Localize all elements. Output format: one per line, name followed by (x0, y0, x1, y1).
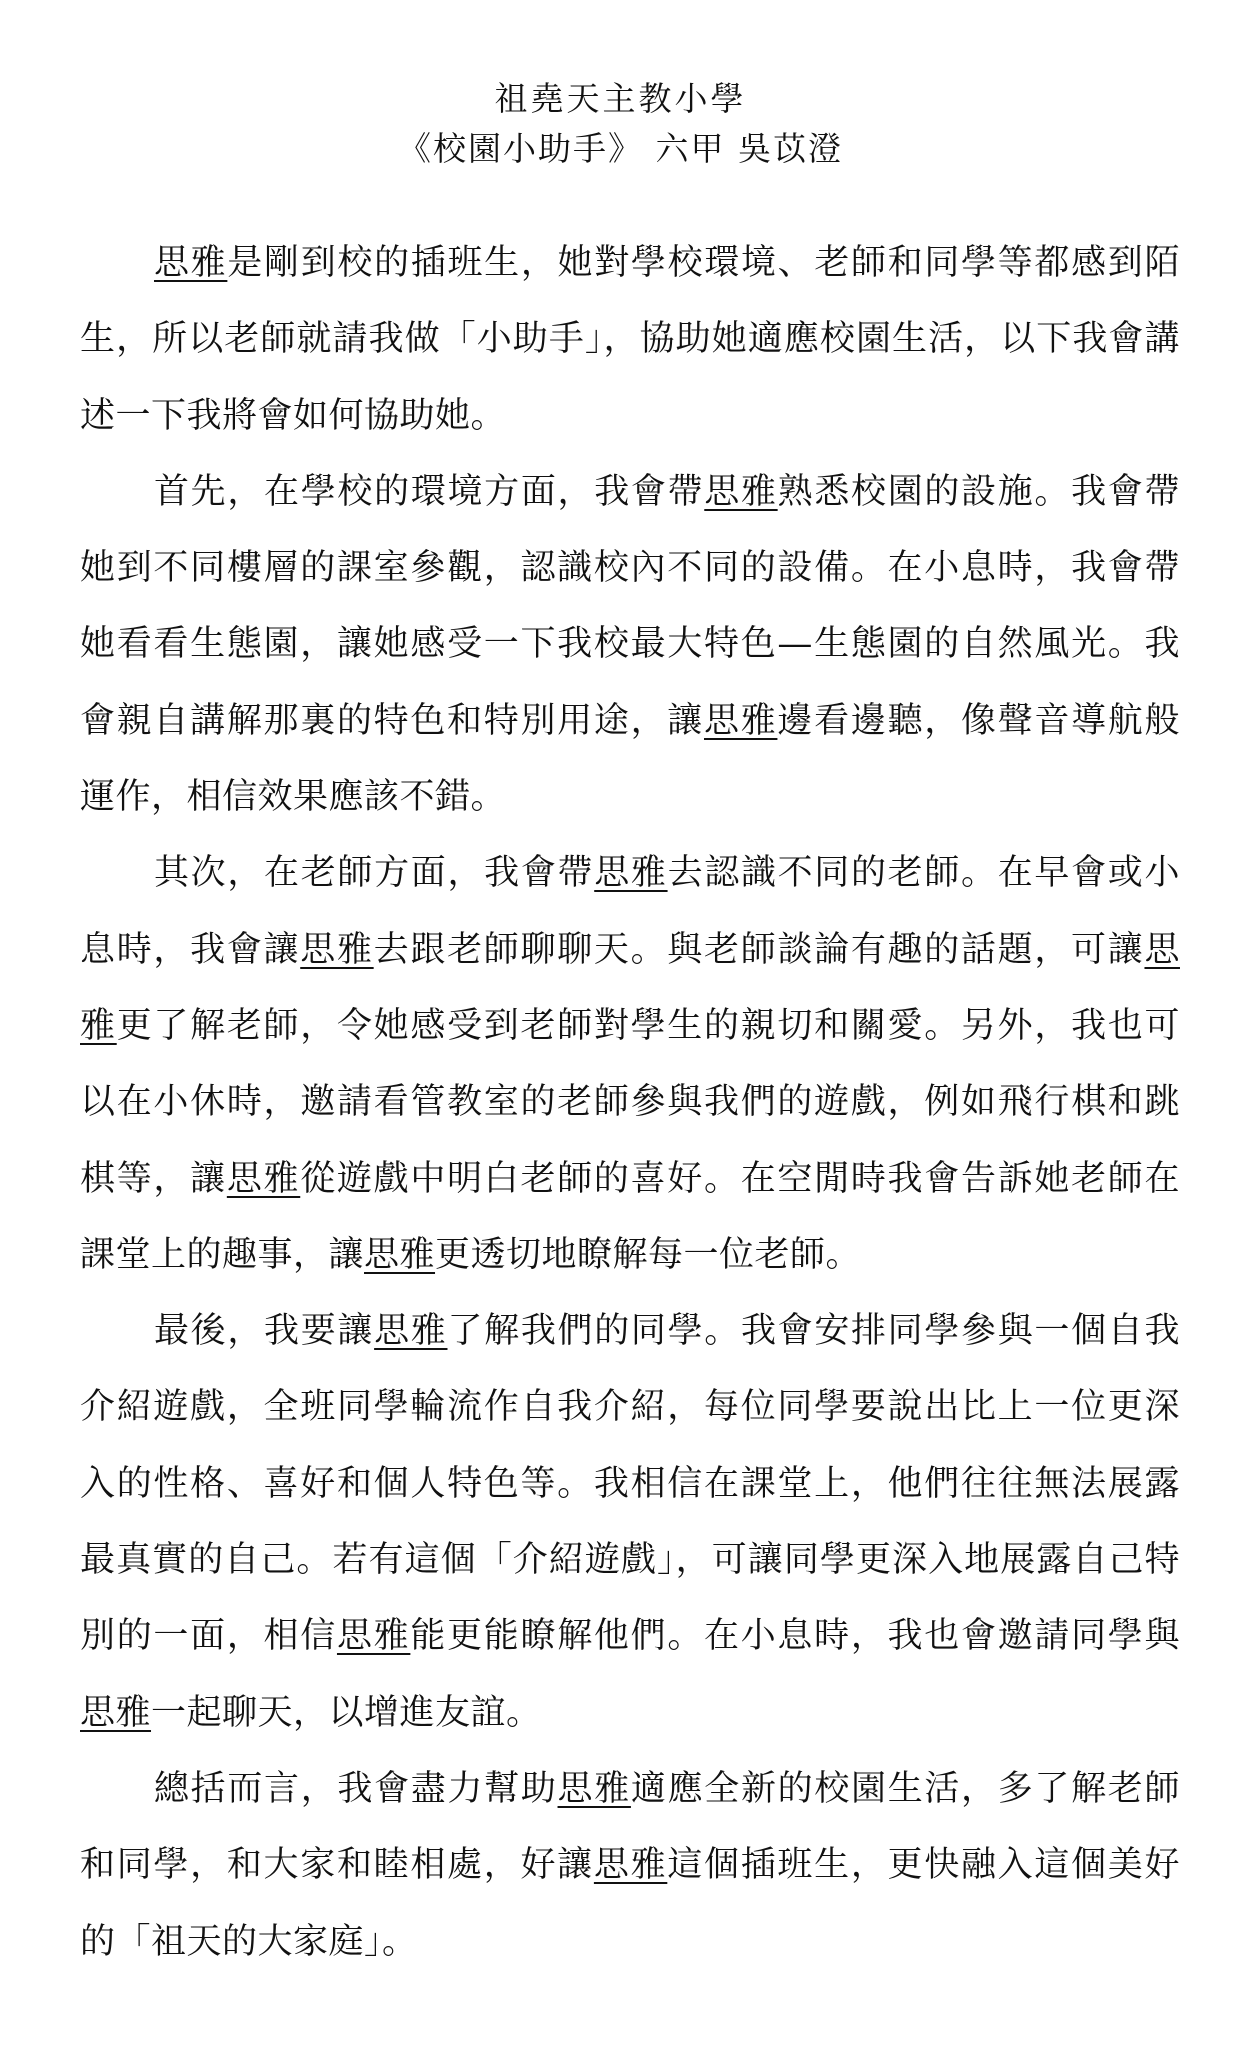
text-run: 更了解老師，令她感受到老師對學生的親切和關愛。另外，我也可以在小休時，邀請看管教室的老師參與我們的遊戲，例如飛行棋和跳棋等，讓 (80, 1005, 1180, 1199)
text-run: 去認識不同的老師。在早會或小息時，我會讓 (80, 853, 1180, 970)
underlined-name: 思雅 (704, 700, 778, 741)
text-run: 從遊戲中明白老師的喜好。在空閒時我會告訴她老師在課堂上的趣事，讓 (80, 1158, 1180, 1275)
school-name: 祖堯天主教小學 (494, 79, 747, 118)
underlined-name: 思雅 (154, 243, 228, 283)
underlined-name: 思雅 (374, 1311, 448, 1352)
text-run: 邊看邊聽，像聲音導航般運作，相信效果應該不錯。 (80, 700, 1180, 818)
paragraph-teachers (80, 835, 1180, 1293)
text-run: 去跟老師聊聊天。與老師談論有趣的話題，可讓 (373, 929, 1145, 970)
text-run: 適應全新的校園生活，多了解老師和同學，和大家和睦相處，好讓 (80, 1768, 1180, 1886)
text-run: 最後，我要讓 (154, 1311, 375, 1352)
underlined-name: 思雅 (300, 929, 374, 970)
underlined-name: 思雅 (80, 929, 1180, 1046)
underlined-name: 思雅 (226, 1158, 301, 1199)
paragraph-intro (80, 225, 1180, 454)
text-run: 其次，在老師方面，我會帶 (154, 853, 595, 894)
underlined-name: 思雅 (704, 471, 778, 512)
underlined-name: 思雅 (557, 1768, 631, 1809)
text-run: 一起聊天，以增進友誼。 (151, 1692, 542, 1733)
essay-header (0, 78, 1241, 170)
text-run: 這個插班生，更快融入這個美好的「祖天的大家庭」。 (80, 1845, 1180, 1962)
text-run: 能更能瞭解他們。在小息時，我也會邀請同學與 (410, 1616, 1180, 1657)
text-run: 總括而言，我會盡力幫助 (154, 1768, 558, 1809)
text-run: 更透切地瞭解每一位老師。 (435, 1234, 862, 1275)
text-run: 是剛到校的插班生，她對學校環境、老師和同學等都感到陌生，所以老師就請我做「小助手」，協助她適應校園生活，以下我會講述一下我將會如何協助她。 (80, 243, 1180, 436)
essay-body (80, 225, 1180, 1980)
text-run: 熟悉校園的設施。我會帶她到不同樓層的課室參觀，認識校內不同的設備。在小息時，我會帶她看看生態園，讓她感受一下我校最大特色—生態園的自然風光。我會親自講解那裏的特色和特別用途，讓 (80, 471, 1180, 741)
paragraph-classmates (80, 1293, 1180, 1751)
underlined-name: 思雅 (80, 1692, 152, 1733)
underlined-name: 思雅 (594, 853, 668, 894)
underlined-name: 思雅 (336, 1616, 411, 1657)
text-run: 了解我們的同學。我會安排同學參與一個自我介紹遊戲，全班同學輪流作自我介紹，每位同學要說出比上一位更深入的性格、喜好和個人特色等。我相信在課堂上，他們往往無法展露最真實的自己。若有這個「介紹遊戲」，可讓同學更深入地展露自己特別的一面，相信 (80, 1311, 1180, 1657)
essay-title: 《校園小助手》 六甲 吳苡澄 (398, 129, 843, 168)
text-run: 首先，在學校的環境方面，我會帶 (154, 471, 705, 512)
paragraph-environment (80, 454, 1180, 835)
underlined-name: 思雅 (364, 1234, 436, 1275)
paragraph-conclusion (80, 1751, 1180, 1980)
underlined-name: 思雅 (593, 1845, 668, 1886)
